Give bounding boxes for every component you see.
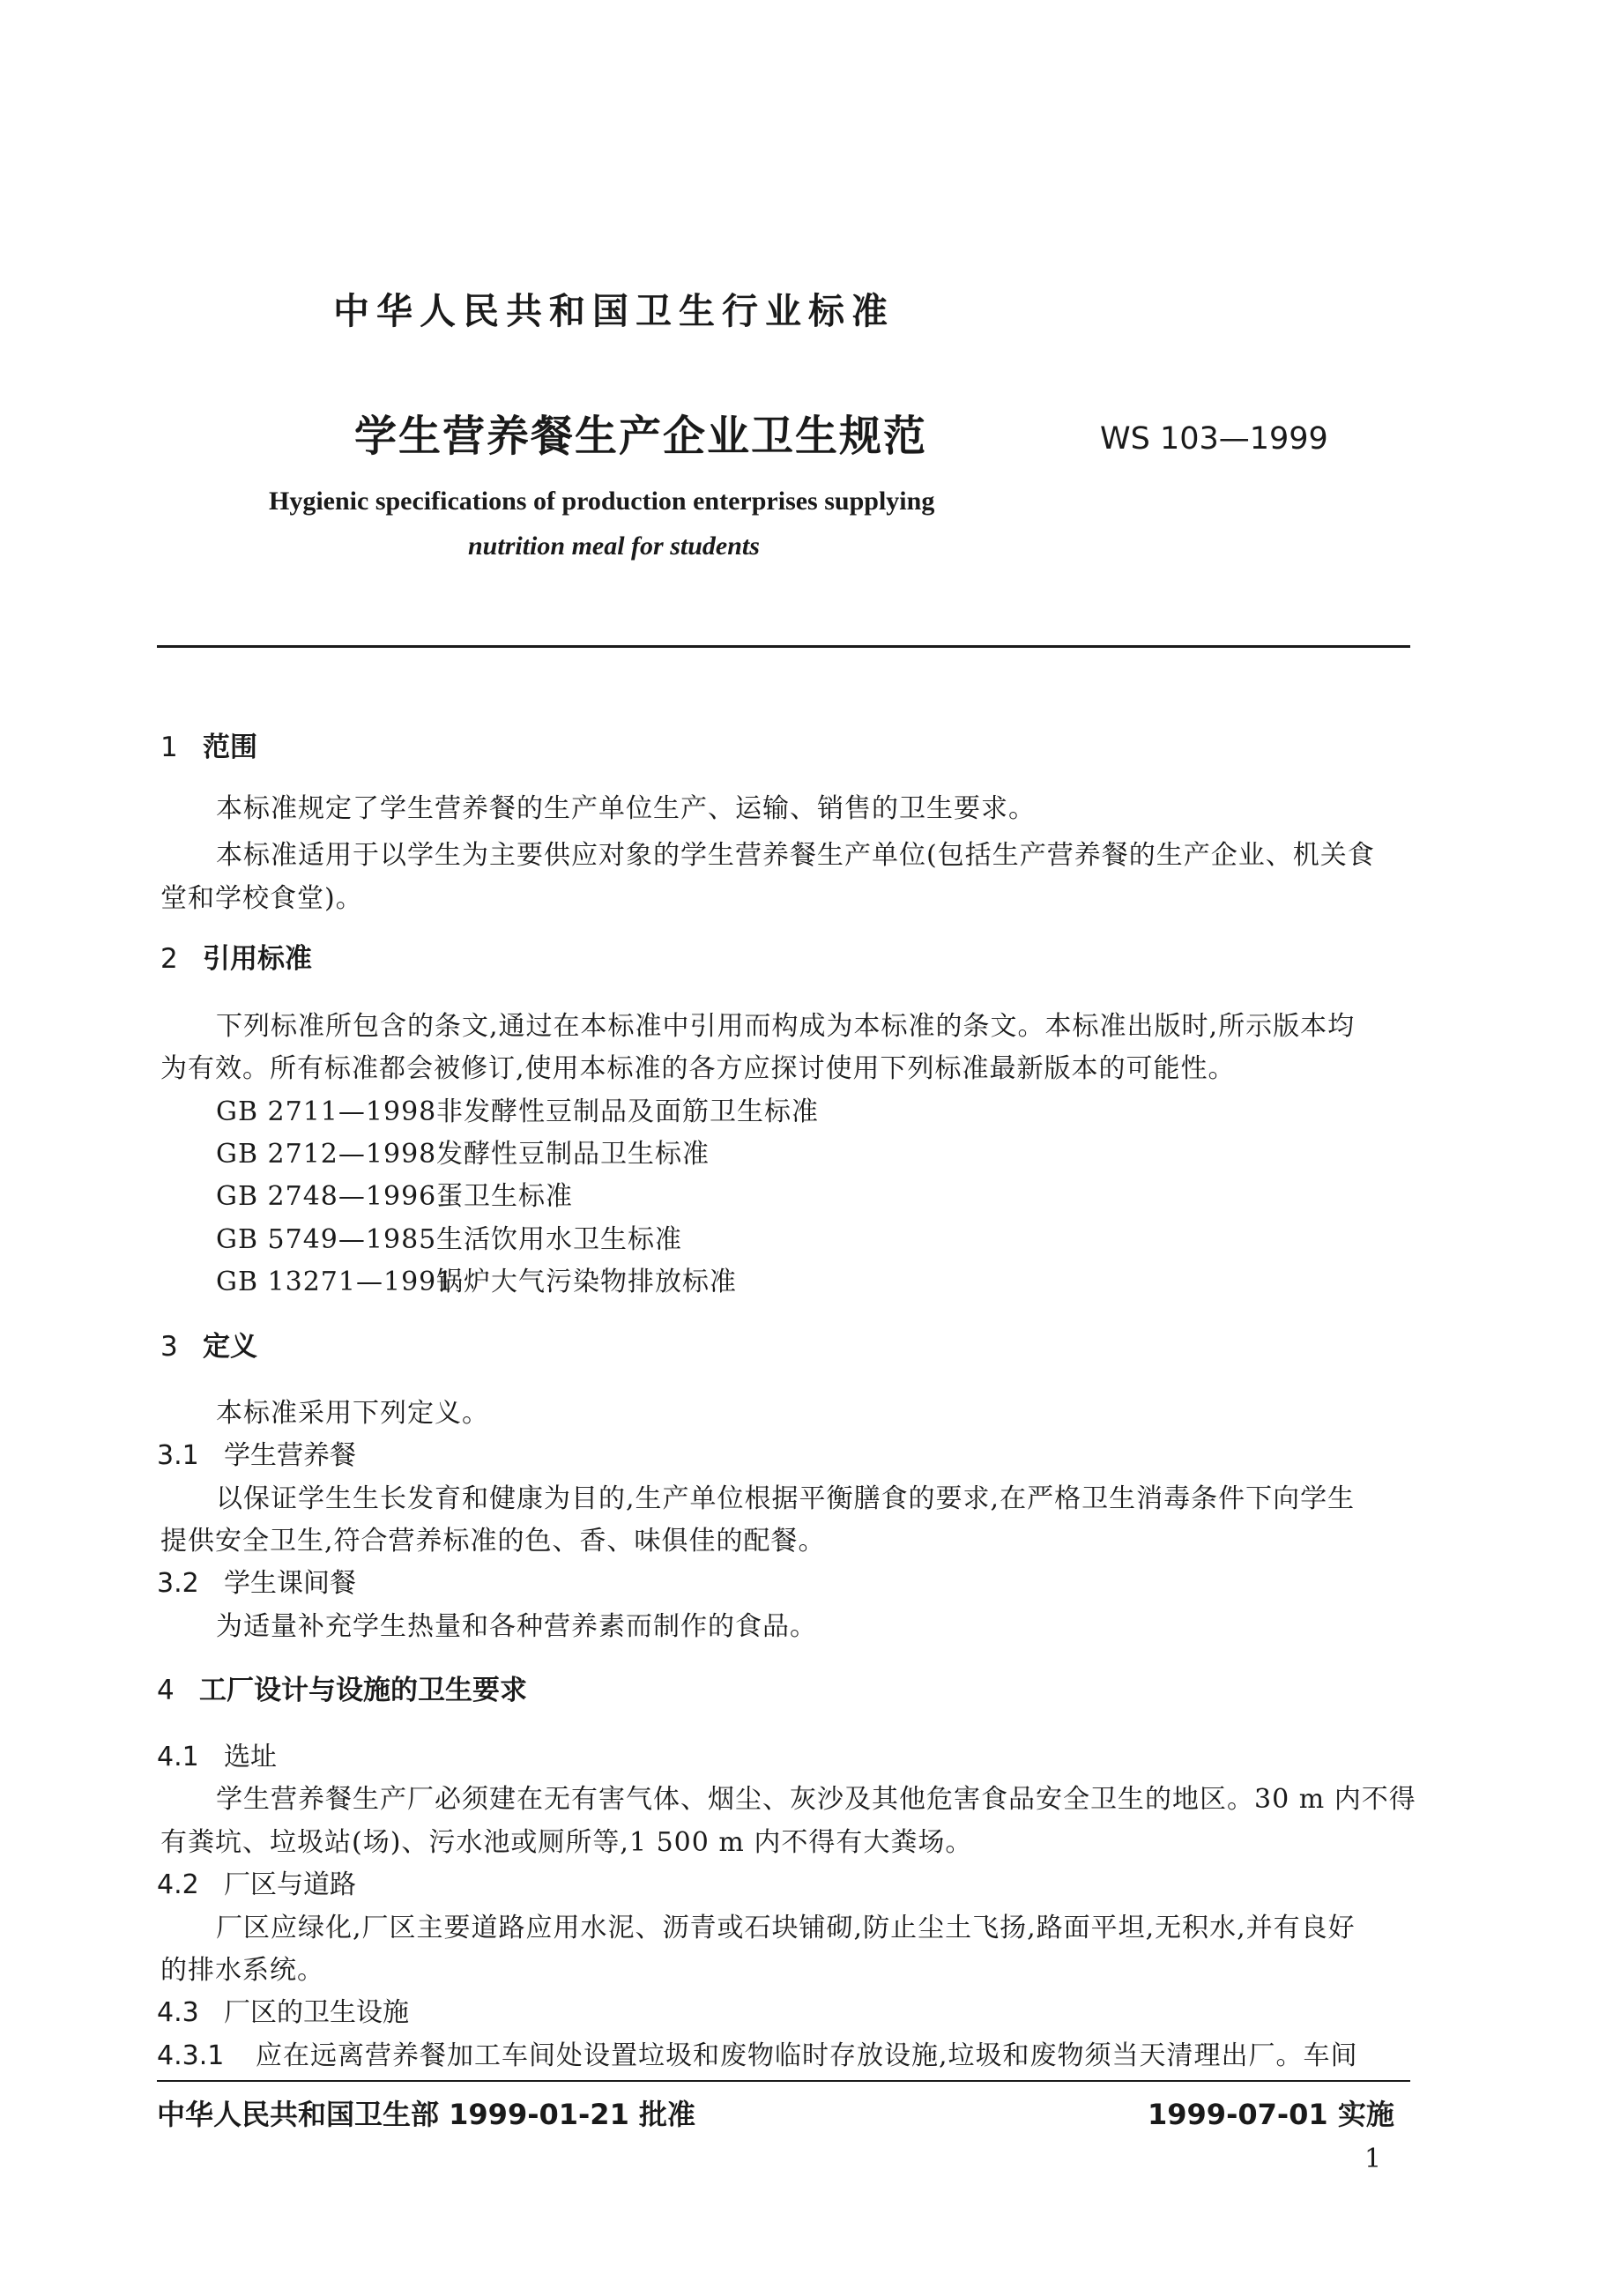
clause-4-1-para-a: 学生营养餐生产厂必须建在无有害气体、烟尘、灰沙及其他危害食品安全卫生的地区。30 m 内不得 — [216, 1784, 1416, 1815]
english-title-line1: Hygienic specifications of production enterprises supplying — [269, 487, 935, 516]
clause-4-3-1: 4.3.1 应在远离营养餐加工车间处设置垃圾和废物临时存放设施,垃圾和废物须当天清理出厂。车间 — [157, 2040, 1358, 2071]
definition-3-2-para-a: 为适量补充学生热量和各种营养素而制作的食品。 — [216, 1611, 817, 1642]
effective-date: 1999-07-01 实施 — [1148, 2098, 1394, 2131]
clause-4-2-para-b: 的排水系统。 — [160, 1955, 324, 1986]
document-code: WS 103—1999 — [1100, 421, 1328, 457]
definition-3-2-heading: 3.2 学生课间餐 — [157, 1568, 356, 1599]
header-rule — [157, 645, 1410, 648]
clause-4-2-para-a: 厂区应绿化,厂区主要道路应用水泥、沥青或石块铺砌,防止尘土飞扬,路面平坦,无积水,并有良好 — [216, 1913, 1356, 1943]
clause-4-1-heading: 4.1 选址 — [157, 1742, 277, 1772]
reference-item: GB 5749—1985生活饮用水卫生标准 — [216, 1224, 682, 1255]
section-1-heading: 1 范围 — [160, 732, 257, 763]
section-4-heading: 4 工厂设计与设施的卫生要求 — [157, 1675, 527, 1706]
standard-type: 中华人民共和国卫生行业标准 — [333, 290, 895, 332]
section-3-heading: 3 定义 — [160, 1331, 257, 1363]
section-3-para-1: 本标准采用下列定义。 — [216, 1398, 489, 1429]
reference-item: GB 2711—1998非发酵性豆制品及面筋卫生标准 — [216, 1096, 819, 1127]
clause-4-2-heading: 4.2 厂区与道路 — [157, 1869, 356, 1900]
footer-rule — [157, 2080, 1410, 2082]
section-2-heading: 2 引用标准 — [160, 943, 312, 975]
reference-item: GB 2712—1998发酵性豆制品卫生标准 — [216, 1139, 710, 1170]
reference-item: GB 2748—1996蛋卫生标准 — [216, 1181, 573, 1212]
clause-4-3-heading: 4.3 厂区的卫生设施 — [157, 1997, 409, 2028]
definition-3-1-para-b: 提供安全卫生,符合营养标准的色、香、味俱佳的配餐。 — [160, 1526, 826, 1557]
section-1-para-2a: 本标准适用于以学生为主要供应对象的学生营养餐生产单位(包括生产营养餐的生产企业、机关食 — [216, 840, 1375, 871]
section-2-para-1a: 下列标准所包含的条文,通过在本标准中引用而构成为本标准的条文。本标准出版时,所示版本均 — [216, 1011, 1356, 1042]
section-1-para-2b: 堂和学校食堂)。 — [160, 883, 363, 914]
approval-info: 中华人民共和国卫生部 1999-01-21 批准 — [157, 2098, 695, 2131]
section-2-para-1b: 为有效。所有标准都会被修订,使用本标准的各方应探讨使用下列标准最新版本的可能性。 — [160, 1053, 1236, 1084]
definition-3-1-heading: 3.1 学生营养餐 — [157, 1440, 356, 1471]
document-title: 学生营养餐生产企业卫生规范 — [354, 412, 928, 461]
english-title-line2: nutrition meal for students — [468, 531, 760, 561]
definition-3-1-para-a: 以保证学生生长发育和健康为目的,生产单位根据平衡膳食的要求,在严格卫生消毒条件下向学生 — [216, 1483, 1356, 1514]
reference-item: GB 13271—1991锅炉大气污染物排放标准 — [216, 1267, 737, 1297]
section-1-para-1: 本标准规定了学生营养餐的生产单位生产、运输、销售的卫生要求。 — [216, 793, 1036, 824]
clause-4-1-para-b: 有粪坑、垃圾站(场)、污水池或厕所等,1 500 m 内不得有大粪场。 — [160, 1827, 973, 1858]
page-number: 1 — [1364, 2144, 1382, 2174]
